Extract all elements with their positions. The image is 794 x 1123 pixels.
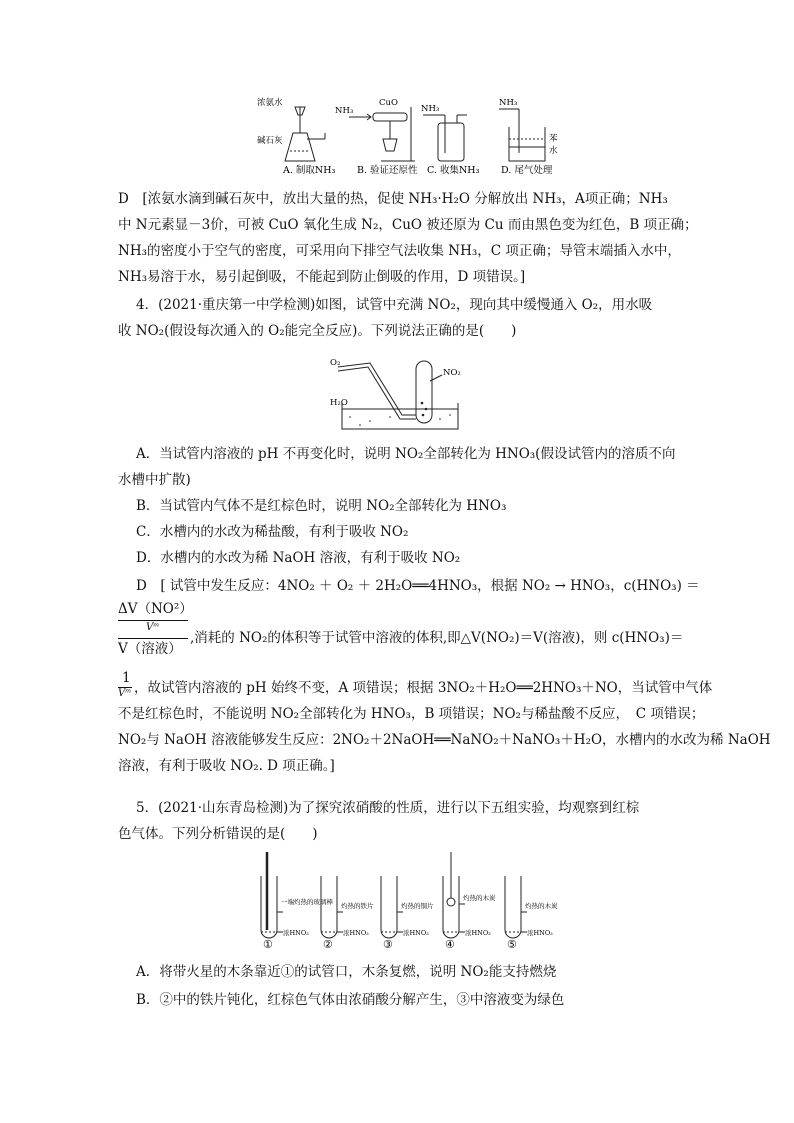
q4-answer-line-2: ,消耗的 NO₂的体积等于试管中溶液的体积,即△V(NO₂)＝V(溶液)，则 c(HNO₃)＝	[190, 630, 684, 646]
label-o2: O₂	[330, 358, 341, 368]
q5-stem-line-2: 色气体。下列分析错误的是( )	[118, 826, 318, 842]
label-conc-ammonia: 浓氨水	[257, 98, 283, 108]
acid-label-1: 浓HNO₃	[283, 929, 309, 937]
q4-stem-line-2: 收 NO₂(假设每次通入的 O₂能完全反应)。下列说法正确的是( )	[118, 323, 517, 339]
tube-2-label: 灼热的铁片	[341, 902, 374, 910]
tube-number-4: ④	[445, 938, 455, 950]
fraction-denominator: V（溶液）	[118, 641, 182, 657]
label-nh3-d: NH₃	[499, 98, 518, 108]
apparatus-b	[349, 107, 415, 161]
tube-3-label: 灼热的铜片	[401, 902, 434, 910]
label-no2: NO₂	[443, 368, 461, 378]
q5-stem-line-1: 5．(2021·山东青岛检测)为了探究浓硝酸的性质，进行以下五组实验，均观察到红棕	[136, 800, 640, 816]
label-water: 水	[549, 146, 558, 156]
label-cuo: CuO	[379, 98, 398, 108]
tube-5-label: 灼热的木炭	[525, 902, 558, 910]
acid-label-2: 浓HNO₃	[343, 929, 369, 937]
q4-option-c: C．水槽内的水改为稀盐酸，有利于吸收 NO₂	[136, 524, 409, 540]
q4-answer-line-1: D [ 试管中发生反应：4NO₂ ＋ O₂ ＋ 2H₂O══4HNO₃，根据 NO₂ → HNO₃，c(HNO₃) ＝	[136, 578, 700, 594]
q3-answer-line-2: 中 N元素显－3价，可被 CuO 氧化生成 N₂，CuO 被还原为 Cu 而由黑色变为红色，B 项正确；	[118, 217, 698, 233]
caption-a: A. 制取NH₃	[283, 165, 336, 176]
q4-answer-line-3: ，故试管内溶液的 pH 始终不变，A 项错误；根据 3NO₂＋H₂O══2HNO₃＋NO，当试管中气体	[134, 680, 713, 696]
fraction-sub-denominator: Vᵐ	[146, 622, 160, 633]
label-nh3-b: NH₃	[335, 106, 354, 116]
q4-answer-line-5: NO₂与 NaOH 溶液能够发生反应：2NO₂＋2NaOH══NaNO₂＋NaNO₃＋H₂O，水槽内的水改为稀 NaOH	[118, 732, 771, 748]
tube-number-5: ⑤	[507, 938, 517, 950]
q4-answer-line-6: 溶液，有利于吸收 NO₂. D 项正确。]	[118, 758, 335, 774]
q4-stem-line-1: 4．(2021·重庆第一中学检测)如图，试管中充满 NO₂，现向其中缓慢通入 O₂，用水吸	[136, 297, 653, 313]
acid-label-5: 浓HNO₃	[527, 929, 553, 937]
caption-b: B. 验证还原性	[357, 165, 418, 176]
nitric-acid-experiments-figure	[255, 852, 565, 950]
q4-option-a-line-1: A．当试管内溶液的 pH 不再变化时，说明 NO₂全部转化为 HNO₃(假设试管内的溶质不向	[136, 446, 676, 462]
no2-absorption-figure	[330, 357, 470, 435]
q4-option-a-line-2: 水槽中扩散)	[118, 472, 191, 488]
tube-1-label: 一端灼热的玻璃棒	[281, 898, 333, 906]
label-h2o: H₂O	[330, 398, 348, 408]
tube-4-label: 灼热的木炭	[463, 894, 496, 902]
fraction2-denominator: Vᵐ	[118, 688, 132, 699]
apparatus-c	[423, 115, 467, 161]
acid-label-3: 浓HNO₃	[403, 929, 429, 937]
q3-answer-line-3: NH₃的密度小于空气的密度，可采用向下排空气法收集 NH₃，C 项正确；导管末端插入水中，	[118, 243, 681, 259]
tube-number-2: ②	[323, 938, 333, 950]
apparatus-d	[499, 109, 545, 161]
fraction-numerator: ΔV（NO²）	[118, 601, 193, 617]
tube-number-1: ①	[263, 938, 273, 950]
caption-c: C. 收集NH₃	[427, 165, 480, 176]
label-benzene: 苯	[549, 134, 558, 144]
nh3-apparatus-figure	[255, 93, 585, 181]
q4-answer-line-4: 不是红棕色时，不能说明 NO₂全部转化为 HNO₃，B 项错误；NO₂与稀盐酸不反应， C 项错误；	[118, 706, 705, 722]
acid-label-4: 浓HNO₃	[465, 929, 491, 937]
fraction2-numerator: 1	[122, 670, 131, 686]
fraction-bar-inner	[118, 620, 188, 621]
tube-number-3: ③	[383, 938, 393, 950]
fraction-bar-main	[118, 638, 188, 639]
q3-answer-line-1: D [浓氨水滴到碱石灰中，放出大量的热，促使 NH₃·H₂O 分解放出 NH₃，A项正确；NH₃	[118, 191, 668, 207]
apparatus-a	[285, 107, 325, 161]
q4-option-b: B．当试管内气体不是红棕色时，说明 NO₂全部转化为 HNO₃	[136, 498, 507, 514]
q4-option-d: D．水槽内的水改为稀 NaOH 溶液，有利于吸收 NO₂	[136, 550, 461, 566]
label-soda-lime: 碱石灰	[257, 136, 283, 146]
q5-option-b: B．②中的铁片钝化，红棕色气体由浓硝酸分解产生，③中溶液变为绿色	[136, 992, 565, 1008]
caption-d: D. 尾气处理	[501, 165, 553, 176]
q3-answer-line-4: NH₃易溶于水，易引起倒吸，不能起到防止倒吸的作用，D 项错误。]	[118, 269, 526, 285]
q5-option-a: A．将带火星的木条靠近①的试管口，木条复燃，说明 NO₂能支持燃烧	[136, 964, 557, 980]
label-nh3-c: NH₃	[421, 104, 440, 114]
